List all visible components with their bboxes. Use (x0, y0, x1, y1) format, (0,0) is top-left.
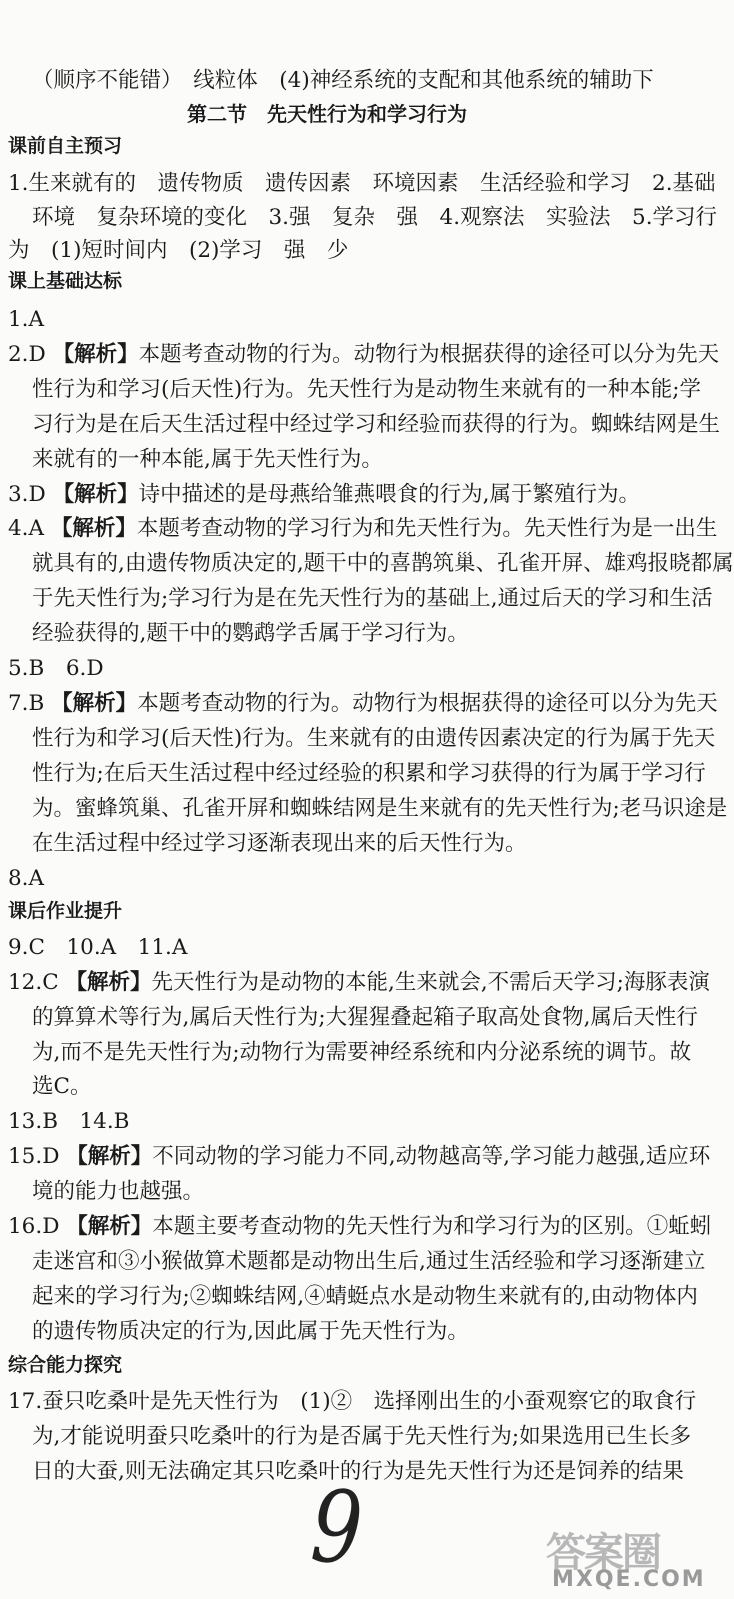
text-line: 选C。 (32, 1074, 92, 1099)
text-line: 性行为;在后天生活过程中经过经验的积累和学习获得的行为属于学习行 (32, 761, 706, 786)
text-line: 走迷宫和③小猴做算术题都是动物出生后,通过生活经验和学习逐渐建立 (32, 1249, 706, 1274)
answer-8: 8.A (8, 866, 45, 891)
text-line: 就具有的,由遗传物质决定的,题干中的喜鹊筑巢、孔雀开屏、雄鸡报晓都属 (32, 551, 734, 576)
watermark-logo (538, 1521, 728, 1595)
answer-7 (8, 693, 718, 715)
answer-9-11: 9.C 10.A 11.A (8, 935, 188, 960)
heading-preview: 课前自主预习 (8, 135, 123, 157)
text-line: 日的大蚕,则无法确定其只吃桑叶的行为是先天性行为还是饲养的结果 (32, 1459, 684, 1484)
answer-4 (8, 518, 717, 540)
analysis-tag: 【解析】 (50, 516, 137, 541)
analysis-text: 不同动物的学习能力不同,动物越高等,学习能力越强,适应环 (152, 1144, 711, 1169)
watermark-url: MXQE.COM (552, 1567, 706, 1592)
heading-comprehensive: 综合能力探究 (8, 1354, 123, 1376)
answer-16 (8, 1216, 711, 1238)
text-line: 环境 复杂环境的变化 3.强 复杂 强 4.观察法 实验法 5.学习行 (32, 205, 718, 230)
analysis-tag: 【解析】 (52, 342, 139, 367)
answer-17: 17.蚕只吃桑叶是先天性行为 (1)② 选择刚出生的小蚕观察它的取食行 (8, 1389, 697, 1414)
heading-homework: 课后作业提升 (8, 900, 123, 922)
text-line: 的遗传物质决定的行为,因此属于先天性行为。 (32, 1319, 469, 1344)
analysis-tag: 【解析】 (51, 691, 138, 716)
heading-basic: 课上基础达标 (8, 270, 123, 292)
answer-1: 1.A (8, 307, 45, 332)
analysis-tag: 【解析】 (66, 1214, 153, 1239)
text-line: 1.生来就有的 遗传物质 遗传因素 环境因素 生活经验和学习 2.基础 (8, 171, 716, 196)
answer-12 (8, 972, 710, 994)
text-line: 性行为和学习(后天性)行为。先天性行为是动物生来就有的一种本能;学 (32, 377, 702, 402)
answer-5-6: 5.B 6.D (8, 656, 104, 681)
text-line: 于先天性行为;学习行为是在先天性行为的基础上,通过后天的学习和生活 (32, 586, 713, 611)
analysis-text: 本题考查动物的学习行为和先天性行为。先天性行为是一出生 (136, 516, 718, 541)
text-line: 起来的学习行为;②蜘蛛结网,④蜻蜓点水是动物生来就有的,由动物体内 (32, 1284, 698, 1309)
answer-number: 4.A (8, 516, 45, 541)
answer-number: 3.D (8, 482, 46, 507)
text-line: 习行为是在后天生活过程中经过学习和经验而获得的行为。蜘蛛结网是生 (32, 412, 721, 437)
answer-number: 7.B (8, 691, 45, 716)
text-line: 为,而不是先天性行为;动物行为需要神经系统和内分泌系统的调节。故 (32, 1040, 692, 1065)
text-line: 的算算术等行为,属后天性行为;大猩猩叠起箱子取高处食物,属后天性行 (32, 1005, 698, 1030)
analysis-text: 本题主要考查动物的先天性行为和学习行为的区别。①蚯蚓 (152, 1214, 712, 1239)
analysis-text: 先天性行为是动物的本能,生来就会,不需后天学习;海豚表演 (151, 970, 710, 995)
text-line: 在生活过程中经过学习逐渐表现出来的后天性行为。 (32, 831, 527, 856)
handwritten-page-number: 9 (308, 1466, 366, 1589)
answer-number: 15.D (8, 1144, 60, 1169)
analysis-tag: 【解析】 (66, 1144, 153, 1169)
answer-3 (8, 484, 640, 506)
analysis-text: 本题考查动物的行为。动物行为根据获得的途径可以分为先天 (138, 342, 720, 367)
text-line: 境的能力也越强。 (32, 1179, 205, 1204)
answer-number: 16.D (8, 1214, 60, 1239)
answer-13-14: 13.B 14.B (8, 1109, 130, 1134)
answer-number: 12.C (8, 970, 59, 995)
text-line: 经验获得的,题干中的鹦鹉学舌属于学习行为。 (32, 621, 469, 646)
text-line: 为。蜜蜂筑巢、孔雀开屏和蜘蛛结网是生来就有的先天性行为;老马识途是 (32, 796, 728, 821)
analysis-text: 本题考查动物的行为。动物行为根据获得的途径可以分为先天 (137, 691, 718, 716)
text-line: 为,才能说明蚕只吃桑叶的行为是否属于先天性行为;如果选用已生长多 (32, 1424, 692, 1449)
text-line: 来就有的一种本能,属于先天性行为。 (32, 447, 383, 472)
analysis-tag: 【解析】 (52, 482, 139, 507)
section-title: 第二节 先天性行为和学习行为 (187, 102, 467, 126)
text-line: 性行为和学习(后天性)行为。生来就有的由遗传因素决定的行为属于先天 (32, 726, 716, 751)
analysis-tag: 【解析】 (65, 970, 152, 995)
watermark-logo-text: 答案圈 (546, 1530, 660, 1576)
analysis-text: 诗中描述的是母燕给雏燕喂食的行为,属于繁殖行为。 (138, 482, 640, 507)
text-line: 为 (1)短时间内 (2)学习 强 少 (8, 238, 349, 263)
answer-number: 2.D (8, 342, 46, 367)
answer-15 (8, 1146, 710, 1168)
answer-2 (8, 344, 719, 366)
text-line-continuation: （顺序不能错） 线粒体 (4)神经系统的支配和其他系统的辅助下 (32, 68, 654, 93)
